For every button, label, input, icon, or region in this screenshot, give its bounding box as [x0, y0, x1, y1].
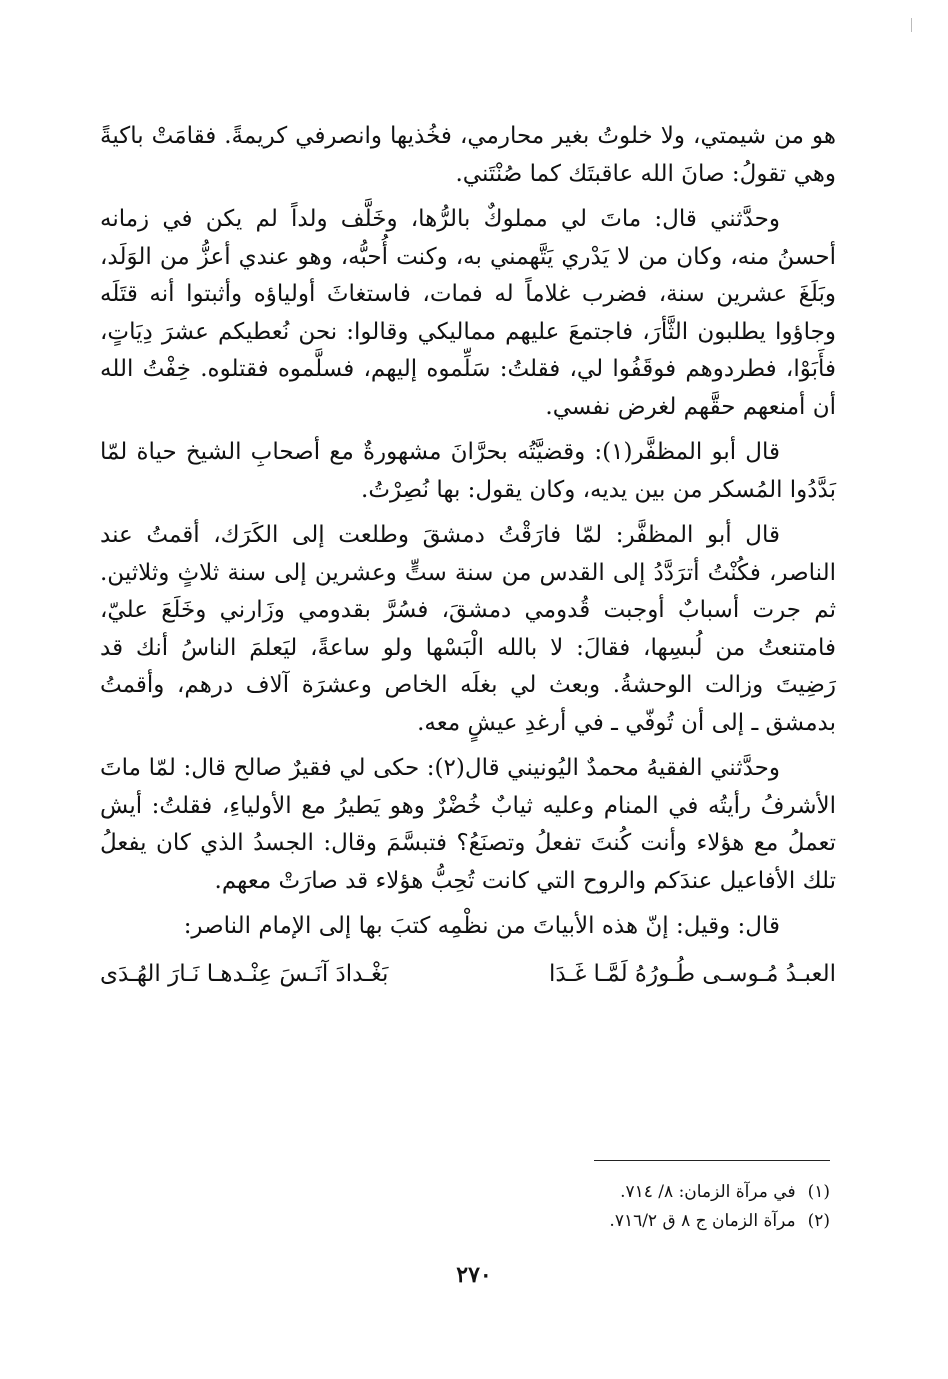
- footnotes: [330, 1178, 830, 1236]
- footnote-1: [330, 1178, 830, 1207]
- footnote-divider: [594, 1160, 830, 1161]
- paragraph-2: وحدَّثني قال: ماتَ لي مملوكٌ بالرُّها، وخَلَّف ولداً لم يكن في زمانه أحسنُ منه، وكان من لا يَدْري يَتَّهمني به، وكنت أُحبُّه، وهو عندي أعزُّ من الوَلَد، وبَلَغَ عشرين سنة، فضرب غلاماً له فمات، فاستغاثَ أولياؤه وأثبتوا أنه قتَلَه وجاؤوا يطلبون الثَّأرَ، فاجتمعَ عليهم مماليكي وقالوا: نحن نُعطيكم عشرَ دِيَاتٍ، فأَبَوْا، فطردوهم فوقَفُوا لي، فقلتُ: سَلِّموه إليهم، فسلَّموه فقتلوه. خِفْتُ الله أن أمنعهم حقَّهم لغرض نفسي.: [100, 206, 836, 420]
- page-number: ٢٧٠: [456, 1262, 492, 1288]
- verse-second-hemistich: بَغْـدادَ آنَـسَ عِنْـدهـا نَـارَ الهُـدَى: [100, 960, 389, 987]
- footnote-1-text: في مرآة الزمان: ٨/ ٧١٤.: [620, 1182, 796, 1202]
- footnote-2-text: مرآة الزمان ج ٨ ق ٧١٦/٢.: [609, 1211, 796, 1231]
- scan-corner-mark: [911, 18, 912, 32]
- paragraph-3: قال أبو المظفَّر(١): وقضيَّتُه بحرَّانَ مشهورةٌ مع أصحابِ الشيخ حياة لمّا بَدَّدُوا المُسكر من بين يديه، وكان يقول: بها نُصِرْتُ.: [100, 439, 836, 503]
- footnote-2-marker: (٢): [807, 1211, 830, 1231]
- paragraph-5: وحدَّثني الفقيهُ محمدٌ اليُونيني قال(٢): حكى لي فقيرٌ صالح قال: لمّا ماتَ الأشرفُ رأيتُه في المنام وعليه ثيابٌ خُضْرٌ وهو يَطيرُ مع الأولياءِ، فقلتُ: أيش تعملُ مع هؤلاء وأنت كُنتَ تفعلُ وتصنَعُ؟ فتبسَّمَ وقال: الجسدُ الذي كان يفعلُ تلك الأفاعيل عندَكم والروح التي كانت تُحِبُّ هؤلاء قد صارَتْ معهم.: [100, 755, 836, 894]
- paragraph-6: قال: وقيل: إنّ هذه الأبياتَ من نظْمِه كتبَ بها إلى الإمام الناصر:: [183, 913, 780, 939]
- footnote-1-marker: (١): [807, 1182, 830, 1202]
- poem-verse: [100, 954, 836, 994]
- paragraph-1: هو من شيمتي، ولا خلوتُ بغير محارمي، فخُذيها وانصرفي كريمةً. فقامَتْ باكيةً وهي تقولُ: صانَ الله عاقبتَك كما صُنْتَني.: [100, 123, 836, 187]
- page-body: [100, 118, 836, 994]
- verse-first-hemistich: العبـدُ مُـوسـى طُـورُهُ لَمَّـا غَـدَا: [549, 960, 836, 987]
- paragraph-4: قال أبو المظفَّر: لمّا فارَقْتُ دمشقَ وطلعت إلى الكَرَك، أقمتُ عند الناصر، فكُنْتُ أترَدَّدُ إلى القدس من سنة ستٍّ وعشرين إلى سنة ثلاثٍ وثلاثين. ثم جرت أسبابٌ أوجبت قُدومي دمشقَ، فسُرَّ بقدومي وزَارني وخَلَعَ عليّ، فامتنعتُ من لُبسِها، فقالَ: لا بالله الْبَسْها ولو ساعةً، ليَعلمَ الناسُ أنك قد رَضِيتَ وزالت الوحشةُ. وبعث لي بغلَه الخاص وعشرَة آلاف درهم، وأقمتُ بدمشق ـ إلى أن تُوفّي ـ في أرغدِ عيشٍ معه.: [100, 522, 836, 736]
- footnote-2: [330, 1207, 830, 1236]
